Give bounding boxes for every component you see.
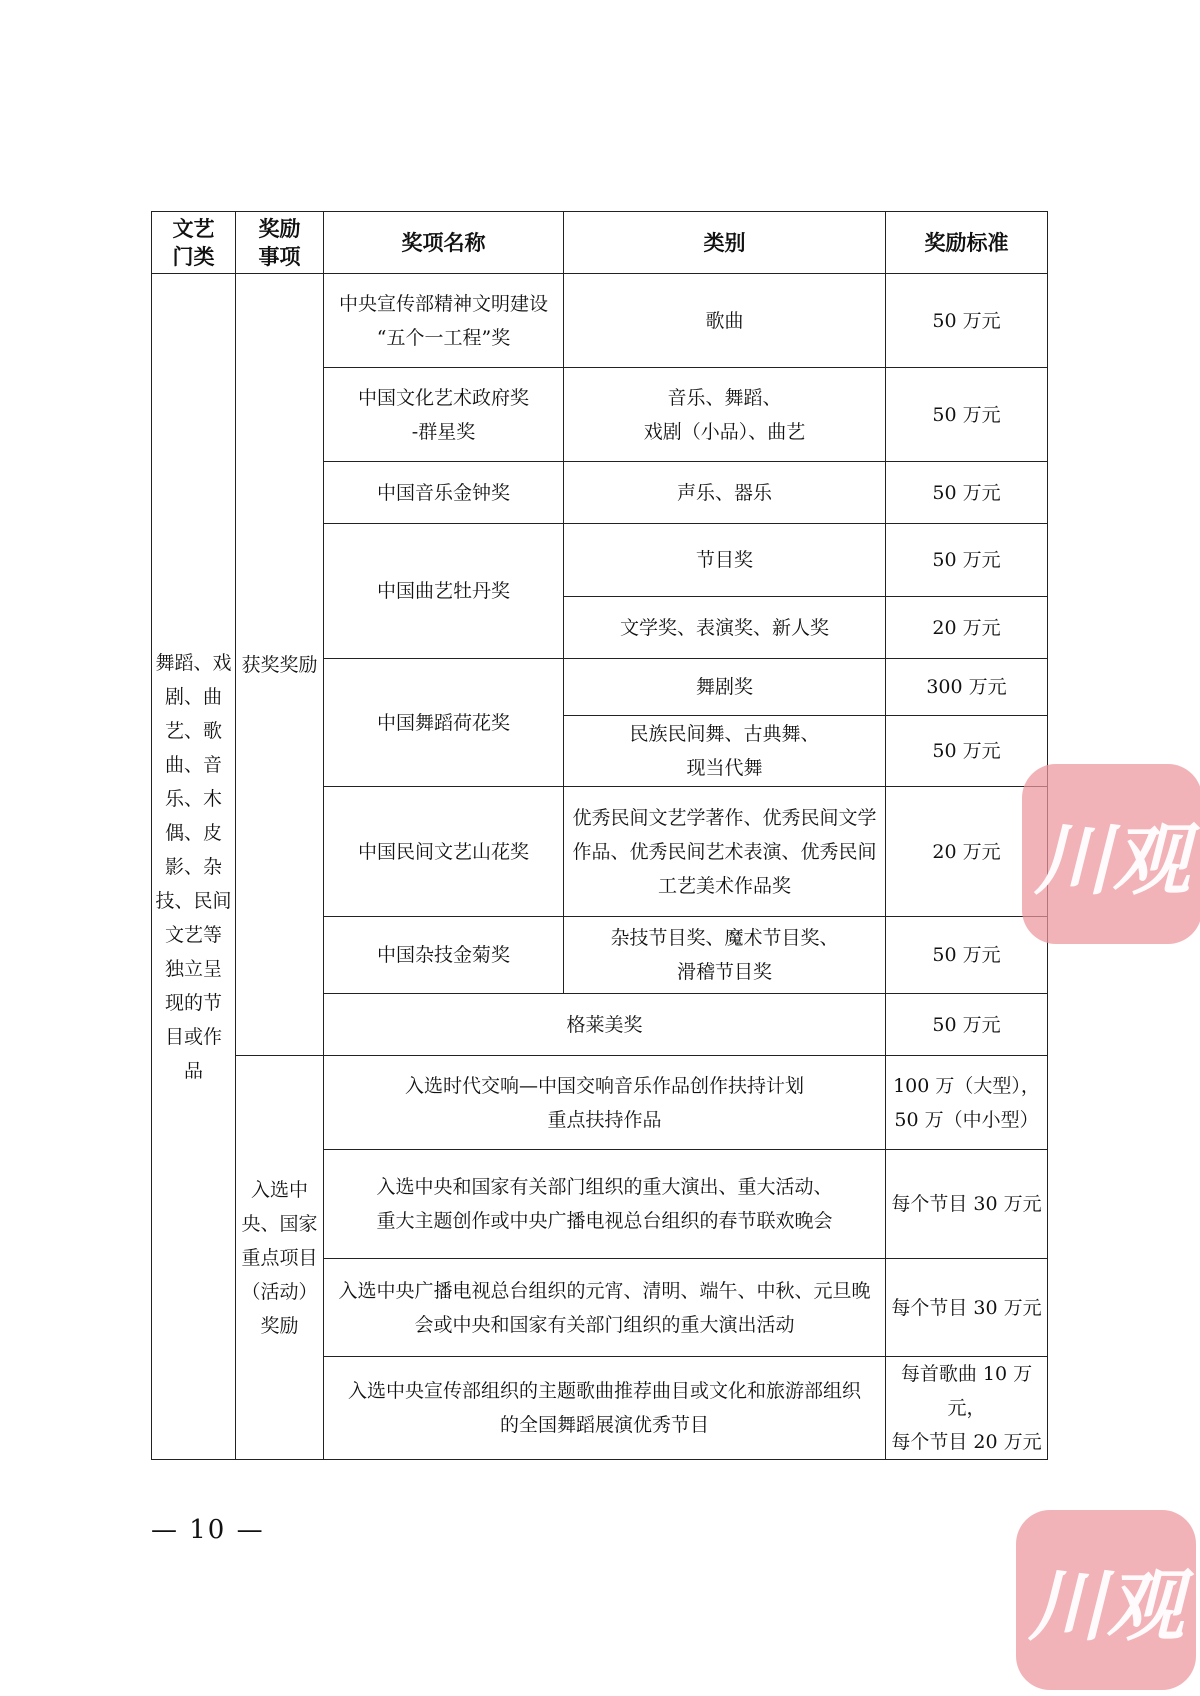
award-name: 中国杂技金菊奖 — [324, 917, 564, 994]
table-header-row — [152, 212, 1048, 274]
award-standard: 20 万元 — [886, 597, 1048, 659]
award-name: 中国舞蹈荷花奖 — [324, 659, 564, 787]
award-standard: 50 万元 — [886, 716, 1048, 787]
award-type: 舞剧奖 — [564, 659, 886, 716]
project-name: 入选时代交响—中国交响音乐作品创作扶持计划 重点扶持作品 — [324, 1056, 886, 1150]
award-type: 音乐、舞蹈、 戏剧（小品）、曲艺 — [564, 368, 886, 462]
header-category: 文艺 门类 — [152, 212, 236, 274]
award-name: 中国曲艺牡丹奖 — [324, 524, 564, 659]
award-type: 声乐、器乐 — [564, 462, 886, 524]
award-standard: 300 万元 — [886, 659, 1048, 716]
award-name: 中国民间文艺山花奖 — [324, 787, 564, 917]
award-type: 歌曲 — [564, 274, 886, 368]
award-type: 民族民间舞、古典舞、 现当代舞 — [564, 716, 886, 787]
watermark-text: 川观 — [1033, 816, 1190, 906]
header-award-name: 奖项名称 — [324, 212, 564, 274]
group-award-cell: 获奖奖励 — [236, 274, 324, 1056]
award-standard: 50 万元 — [886, 994, 1048, 1056]
award-type: 节目奖 — [564, 524, 886, 597]
project-name: 入选中央广播电视总台组织的元宵、清明、端午、中秋、元旦晚 会或中央和国家有关部门组织的重大演出活动 — [324, 1259, 886, 1357]
award-standard: 50 万元 — [886, 462, 1048, 524]
header-standard: 奖励标准 — [886, 212, 1048, 274]
watermark-logo — [1016, 1510, 1196, 1690]
header-item: 奖励 事项 — [236, 212, 324, 274]
award-standard: 50 万元 — [886, 524, 1048, 597]
project-standard: 每首歌曲 10 万元， 每个节目 20 万元 — [886, 1357, 1048, 1460]
award-type: 杂技节目奖、魔术节目奖、 滑稽节目奖 — [564, 917, 886, 994]
award-name: 中国音乐金钟奖 — [324, 462, 564, 524]
award-standard: 50 万元 — [886, 368, 1048, 462]
group-project-cell: 入选中 央、国家 重点项目 （活动） 奖励 — [236, 1056, 324, 1460]
page-number: — 10 — — [151, 1515, 265, 1545]
project-standard: 每个节目 30 万元 — [886, 1259, 1048, 1357]
project-standard: 每个节目 30 万元 — [886, 1150, 1048, 1259]
table-row — [152, 1056, 1048, 1150]
table-row — [152, 274, 1048, 368]
award-standard: 50 万元 — [886, 917, 1048, 994]
award-standard: 20 万元 — [886, 787, 1048, 917]
project-name: 入选中央宣传部组织的主题歌曲推荐曲目或文化和旅游部组织 的全国舞蹈展演优秀节目 — [324, 1357, 886, 1460]
project-name: 入选中央和国家有关部门组织的重大演出、重大活动、 重大主题创作或中央广播电视总台组织的春节联欢晚会 — [324, 1150, 886, 1259]
award-type: 文学奖、表演奖、新人奖 — [564, 597, 886, 659]
project-standard: 100 万（大型）， 50 万（中小型） — [886, 1056, 1048, 1150]
award-name: 中国文化艺术政府奖 -群星奖 — [324, 368, 564, 462]
award-type: 优秀民间文艺学著作、优秀民间文学 作品、优秀民间艺术表演、优秀民间 工艺美术作品奖 — [564, 787, 886, 917]
watermark-text: 川观 — [1027, 1562, 1184, 1652]
watermark-logo — [1022, 764, 1200, 944]
header-type: 类别 — [564, 212, 886, 274]
award-standard: 50 万元 — [886, 274, 1048, 368]
award-name: 中央宣传部精神文明建设 “五个一工程”奖 — [324, 274, 564, 368]
category-cell: 舞蹈、戏 剧、曲 艺、歌 曲、音 乐、木 偶、皮 影、杂 技、民间 文艺等 独立呈 现的节 目或作 品 — [152, 274, 236, 1460]
award-name: 格莱美奖 — [324, 994, 886, 1056]
reward-table — [151, 211, 1048, 1460]
